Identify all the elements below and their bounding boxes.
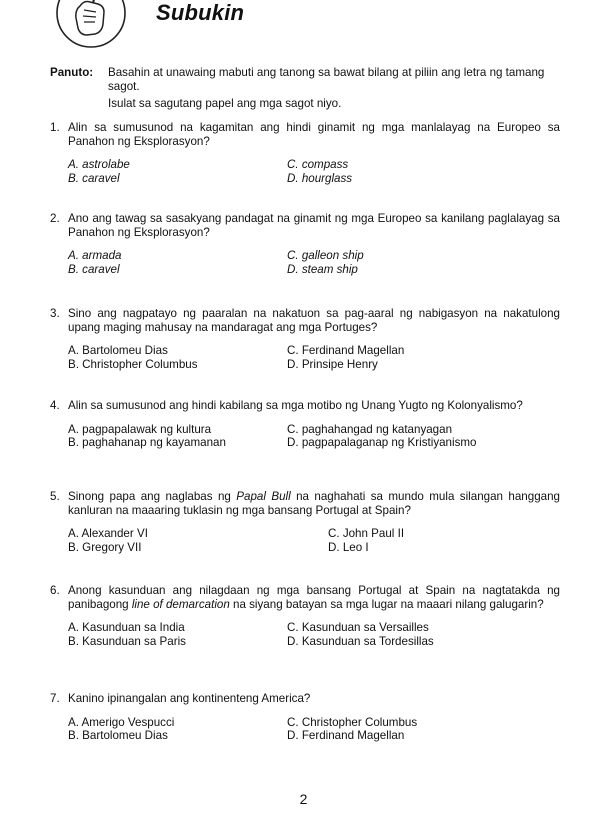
question-text: Sino ang nagpatayo ng paaralan na nakatuon sa pag-aaral ng nabigasyon na nakatulong upang maging mahusay na mandaragat ang mga Portuges? [68, 307, 560, 334]
question-number: 5. [50, 490, 60, 503]
question-text-italic: Papal Bull [236, 490, 291, 503]
choices [68, 527, 560, 555]
instructions-line-1: Basahin at unawaing mabuti ang tanong sa bawat bilang at piliin ang letra ng tamang sagot. [108, 66, 545, 93]
instructions-label: Panuto: [50, 66, 94, 79]
question-number: 2. [50, 212, 60, 225]
choice-b[interactable]: B. Christopher Columbus [68, 357, 198, 371]
choice-a[interactable]: A. Alexander VI [68, 527, 148, 541]
question-text: Alin sa sumusunod ang hindi kabilang sa mga motibo ng Unang Yugto ng Kolonyalismo? [68, 399, 523, 412]
page-header [54, 0, 574, 50]
question-text-part: Anong kasunduan ang nilagdaan ng mga bansang Portugal at Spain na nagtatakda ng panibagong [68, 584, 560, 611]
question-text: Kanino ipinangalan ang kontinenteng America? [68, 692, 311, 705]
question-text-italic: line of demarcation [131, 597, 230, 611]
choice-b[interactable]: B. paghahanap ng kayamanan [68, 436, 226, 450]
instructions-line-2: Isulat sa sagutang papel ang mga sagot niyo. [108, 97, 342, 110]
hand-with-pencil-icon [54, 0, 128, 50]
choice-b[interactable]: B. Kasunduan sa Paris [68, 634, 186, 648]
choice-c[interactable]: C. Ferdinand Magellan [287, 344, 405, 358]
choice-d[interactable]: D. Leo I [328, 540, 369, 554]
question-text-part: Sinong papa ang naglabas ng [68, 490, 237, 503]
question-number: 3. [50, 307, 60, 320]
choice-d[interactable]: D. Ferdinand Magellan [287, 729, 405, 743]
page-title: Subukin [156, 0, 245, 25]
choice-a[interactable]: A. Amerigo Vespucci [68, 715, 175, 729]
choices [68, 344, 560, 372]
question-4 [50, 399, 560, 451]
question-2 [50, 212, 560, 277]
question-number: 7. [50, 692, 60, 705]
choice-a[interactable]: A. Bartolomeu Dias [68, 344, 168, 358]
choice-c[interactable]: C. galleon ship [287, 249, 364, 263]
question-7 [50, 692, 560, 744]
choice-c[interactable]: C. paghahangad ng katanyagan [287, 422, 453, 436]
question-number: 6. [50, 584, 60, 597]
question-text: Alin sa sumusunod na kagamitan ang hindi ginamit ng mga manlalayag na Europeo sa Panahon ng Eksplorasyon? [68, 121, 560, 148]
choice-c[interactable]: C. Christopher Columbus [287, 715, 418, 729]
question-5 [50, 490, 560, 555]
choice-a[interactable]: A. astrolabe [68, 158, 130, 172]
question-number: 1. [50, 121, 60, 134]
choice-c[interactable]: C. compass [287, 158, 349, 172]
choice-c[interactable]: C. John Paul II [328, 527, 405, 541]
choice-a[interactable]: A. Kasunduan sa India [68, 621, 185, 635]
choice-b[interactable]: B. caravel [68, 171, 120, 185]
question-1 [50, 121, 560, 186]
question-text [68, 584, 560, 611]
choice-b[interactable]: B. Gregory VII [68, 540, 142, 554]
question-number: 4. [50, 399, 60, 412]
choice-d[interactable]: D. hourglass [287, 171, 353, 185]
choice-a[interactable]: A. pagpapalawak ng kultura [68, 422, 212, 436]
question-text [68, 490, 560, 517]
instructions [50, 66, 560, 111]
page-number: 2 [299, 791, 308, 807]
choice-b[interactable]: B. caravel [68, 262, 120, 276]
choice-d[interactable]: D. Kasunduan sa Tordesillas [287, 634, 434, 648]
choice-c[interactable]: C. Kasunduan sa Versailles [287, 621, 429, 635]
choice-d[interactable]: D. pagpapalaganap ng Kristiyanismo [287, 436, 477, 450]
choice-d[interactable]: D. Prinsipe Henry [287, 357, 378, 371]
choices [68, 716, 560, 744]
choice-d[interactable]: D. steam ship [287, 262, 358, 276]
choices [68, 621, 560, 649]
choice-b[interactable]: B. Bartolomeu Dias [68, 729, 168, 743]
choices [68, 249, 560, 277]
choices [68, 158, 560, 186]
question-text-part: na siyang batayan sa mga lugar na maaari nilang galugarin? [229, 597, 544, 611]
choices [68, 423, 560, 451]
question-text: Ano ang tawag sa sasakyang pandagat na ginamit ng mga Europeo sa kanilang paglalayag sa Panahon ng Eksplorasyon? [68, 212, 560, 239]
question-3 [50, 307, 560, 372]
question-text-part: na naghahati sa mundo mula silangan hanggang kanluran na maaaring tuklasin ng mga bansang Portugal at Spain? [68, 490, 560, 517]
question-6 [50, 584, 560, 649]
choice-a[interactable]: A. armada [68, 249, 122, 263]
